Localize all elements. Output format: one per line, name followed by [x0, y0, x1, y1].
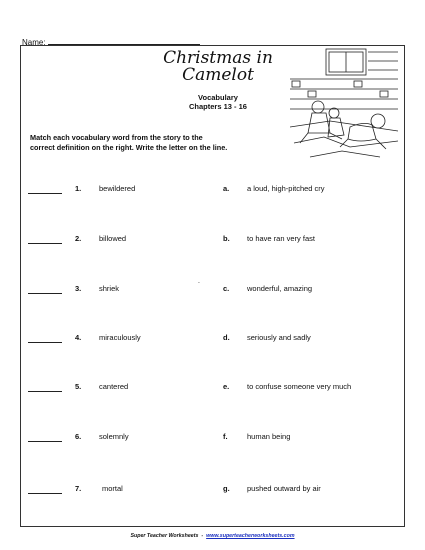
definition-letter: f.: [223, 432, 228, 441]
item-number: 2.: [75, 234, 82, 243]
vocabulary-word: mortal: [102, 484, 123, 493]
subtitle-block: [148, 93, 288, 111]
vocabulary-word: cantered: [99, 382, 129, 391]
vocabulary-word: shriek: [99, 284, 120, 293]
item-number: 6.: [75, 432, 82, 441]
definition-letter: g.: [223, 484, 230, 493]
vocabulary-word: bewildered: [99, 184, 136, 193]
answer-line[interactable]: [28, 441, 62, 442]
definition-text: wonderful, amazing: [247, 284, 313, 293]
name-label: Name:: [22, 38, 46, 47]
characters-sitting-by-wall-icon: [290, 47, 398, 159]
footer-brand: Super Teacher Worksheets: [130, 533, 199, 539]
footer: [0, 533, 425, 539]
name-field[interactable]: [48, 36, 200, 45]
item-number: 7.: [75, 484, 82, 493]
answer-line[interactable]: [28, 243, 62, 244]
answer-line[interactable]: [28, 493, 62, 494]
item-number: 1.: [75, 184, 82, 193]
vocabulary-word: billowed: [99, 234, 127, 243]
item-number: 5.: [75, 382, 82, 391]
definition-text: seriously and sadly: [247, 333, 311, 342]
instructions-line-2: correct definition on the right. Write the letter on the line.: [30, 142, 228, 152]
subtitle-vocabulary: Vocabulary: [198, 93, 238, 102]
instructions-line-1: Match each vocabulary word from the story to the: [30, 133, 203, 142]
answer-line[interactable]: [28, 293, 62, 294]
footer-separator: -: [201, 533, 204, 539]
vocabulary-word: solemnly: [99, 432, 129, 441]
title-line-1: Christmas in: [163, 48, 273, 68]
answer-line[interactable]: [28, 391, 62, 392]
title-block: [148, 50, 288, 111]
answer-line[interactable]: [28, 193, 62, 194]
instructions: [30, 133, 290, 152]
answer-line[interactable]: [28, 342, 62, 343]
definition-text: a loud, high-pitched cry: [247, 184, 325, 193]
definition-text: to confuse someone very much: [247, 382, 352, 391]
definition-letter: d.: [223, 333, 230, 342]
item-number: 4.: [75, 333, 82, 342]
footer-url-link[interactable]: www.superteacherworksheets.com: [206, 533, 295, 539]
subtitle-chapters: Chapters 13 - 16: [189, 102, 247, 111]
definition-letter: b.: [223, 234, 230, 243]
vocabulary-word: miraculously: [99, 333, 141, 342]
definition-letter: a.: [223, 184, 230, 193]
definition-text: human being: [247, 432, 291, 441]
stray-mark: `: [198, 283, 200, 289]
definition-text: pushed outward by air: [247, 484, 321, 493]
item-number: 3.: [75, 284, 82, 293]
title-line-2: Camelot: [182, 65, 254, 85]
definition-text: to have ran very fast: [247, 234, 315, 243]
definition-letter: c.: [223, 284, 230, 293]
definition-letter: e.: [223, 382, 230, 391]
